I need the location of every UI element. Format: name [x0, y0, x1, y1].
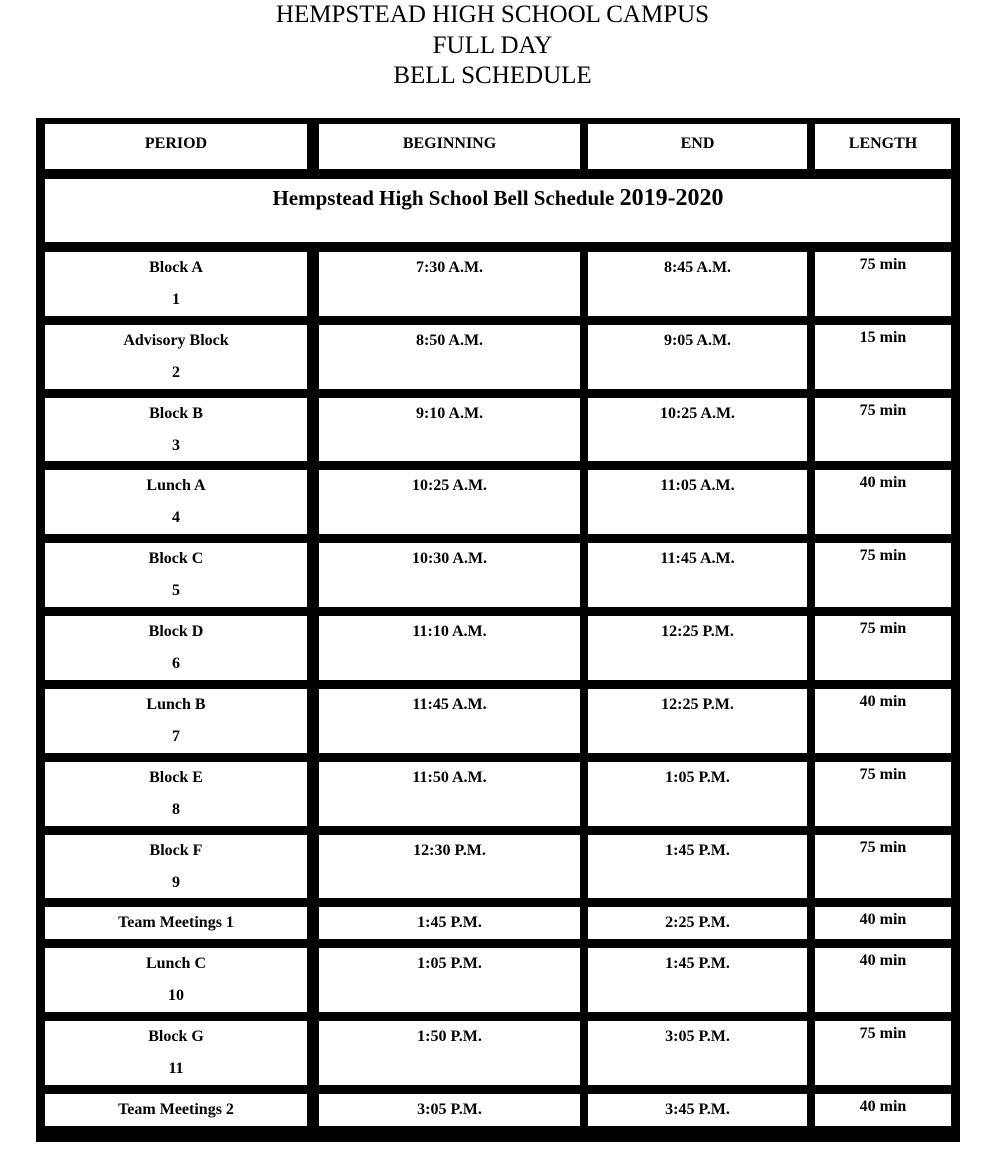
end-time-cell: 3:45 P.M.: [588, 1094, 807, 1126]
column-header-end: END: [588, 124, 807, 169]
column-header-beginning: BEGINNING: [319, 124, 580, 169]
end-time-cell: 12:25 P.M.: [588, 689, 807, 753]
end-time-cell: 11:45 A.M.: [588, 543, 807, 607]
period-name: Block D: [148, 623, 204, 640]
period-name: Block G: [148, 1028, 204, 1045]
period-name: Lunch A: [146, 477, 206, 494]
banner-year: 2019-2020: [619, 185, 724, 211]
begin-time-cell: 1:45 P.M.: [319, 907, 580, 939]
begin-time-cell: 8:50 A.M.: [319, 325, 580, 389]
length-cell: 40 min: [815, 907, 951, 939]
period-name: Block A: [149, 259, 203, 276]
banner-text: Hempstead High School Bell Schedule: [272, 186, 615, 210]
document-title-line-1: HEMPSTEAD HIGH SCHOOL CAMPUS: [275, 1, 710, 28]
begin-time-cell: 10:30 A.M.: [319, 543, 580, 607]
length-cell: 75 min: [815, 1021, 951, 1085]
period-number: 8: [172, 801, 180, 818]
period-number: 2: [172, 364, 180, 381]
period-name: Advisory Block: [123, 332, 229, 349]
bell-schedule-table: [36, 118, 960, 1142]
period-cell: [45, 1021, 307, 1085]
period-cell: [45, 762, 307, 826]
period-name: Lunch C: [145, 955, 207, 972]
column-header-period: PERIOD: [45, 124, 307, 169]
begin-time-cell: 11:50 A.M.: [319, 762, 580, 826]
period-name: Block E: [149, 769, 203, 786]
document-title-line-3: BELL SCHEDULE: [393, 62, 592, 89]
period-cell: [45, 616, 307, 680]
period-cell: [45, 907, 307, 939]
end-time-cell: 8:45 A.M.: [588, 252, 807, 316]
length-cell: 75 min: [815, 835, 951, 898]
period-cell: [45, 689, 307, 753]
period-number: 9: [172, 874, 180, 891]
length-cell: 40 min: [815, 1094, 951, 1126]
begin-time-cell: 12:30 P.M.: [319, 835, 580, 898]
length-cell: 75 min: [815, 762, 951, 826]
length-cell: 75 min: [815, 252, 951, 316]
column-header-length: LENGTH: [815, 124, 951, 169]
begin-time-cell: 11:45 A.M.: [319, 689, 580, 753]
period-cell: [45, 543, 307, 607]
period-number: 1: [172, 291, 180, 308]
period-cell: [45, 948, 307, 1012]
length-cell: 75 min: [815, 616, 951, 680]
period-number: 6: [172, 655, 180, 672]
period-number: 4: [172, 509, 180, 526]
begin-time-cell: 11:10 A.M.: [319, 616, 580, 680]
period-cell: [45, 398, 307, 461]
end-time-cell: 2:25 P.M.: [588, 907, 807, 939]
period-cell: [45, 835, 307, 898]
begin-time-cell: 3:05 P.M.: [319, 1094, 580, 1126]
period-cell: [45, 325, 307, 389]
period-name: Lunch B: [146, 696, 206, 713]
length-cell: 75 min: [815, 398, 951, 461]
period-cell: [45, 1094, 307, 1126]
period-number: 7: [172, 728, 180, 745]
period-number: 3: [172, 437, 180, 454]
period-name: Block F: [149, 842, 203, 859]
end-time-cell: 1:45 P.M.: [588, 835, 807, 898]
begin-time-cell: 10:25 A.M.: [319, 470, 580, 534]
end-time-cell: 3:05 P.M.: [588, 1021, 807, 1085]
length-cell: 40 min: [815, 948, 951, 1012]
period-number: 5: [172, 582, 180, 599]
end-time-cell: 12:25 P.M.: [588, 616, 807, 680]
length-cell: 75 min: [815, 543, 951, 607]
length-cell: 15 min: [815, 325, 951, 389]
end-time-cell: 10:25 A.M.: [588, 398, 807, 461]
length-cell: 40 min: [815, 470, 951, 534]
length-cell: 40 min: [815, 689, 951, 753]
period-name: Team Meetings 2: [118, 1101, 234, 1118]
schedule-banner: [45, 179, 951, 242]
document-title-line-2: FULL DAY: [432, 32, 553, 59]
begin-time-cell: 1:50 P.M.: [319, 1021, 580, 1085]
period-cell: [45, 252, 307, 316]
period-cell: [45, 470, 307, 534]
begin-time-cell: 9:10 A.M.: [319, 398, 580, 461]
period-name: Block C: [148, 550, 204, 567]
end-time-cell: 1:45 P.M.: [588, 948, 807, 1012]
end-time-cell: 11:05 A.M.: [588, 470, 807, 534]
period-number: 11: [168, 1060, 184, 1077]
begin-time-cell: 7:30 A.M.: [319, 252, 580, 316]
begin-time-cell: 1:05 P.M.: [319, 948, 580, 1012]
period-number: 10: [168, 987, 184, 1004]
period-name: Team Meetings 1: [118, 914, 234, 931]
end-time-cell: 1:05 P.M.: [588, 762, 807, 826]
end-time-cell: 9:05 A.M.: [588, 325, 807, 389]
period-name: Block B: [149, 405, 203, 422]
